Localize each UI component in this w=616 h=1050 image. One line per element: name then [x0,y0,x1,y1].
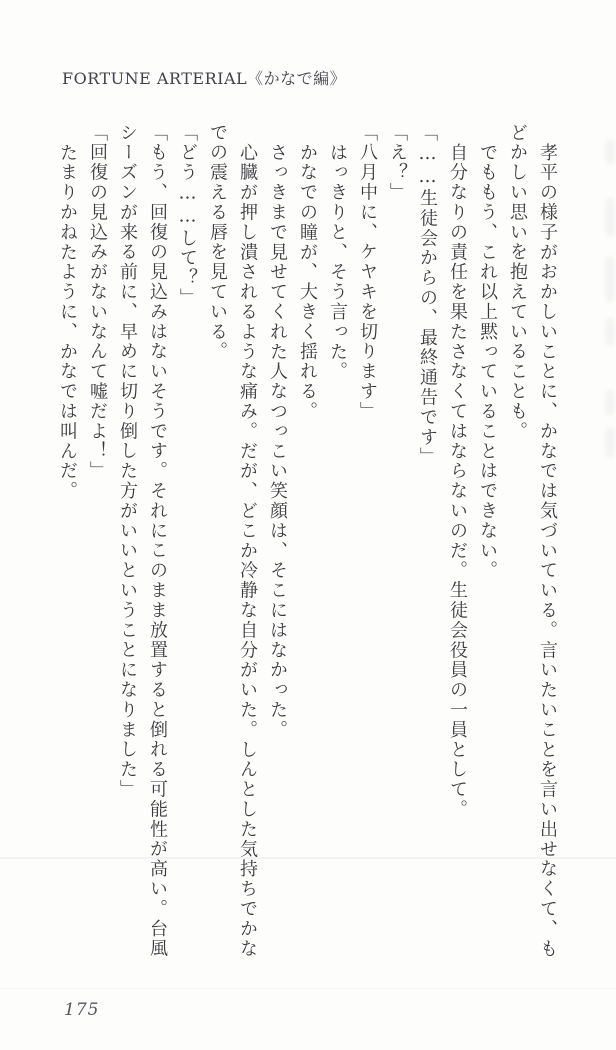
text-line: かなでの瞳が、大きく揺れる。 [297,143,318,422]
running-header: FORTUNE ARTERIAL《かなで編》 [62,69,347,88]
scan-edge-smudge [606,318,614,346]
text-line: 「どう……して？」 [177,123,198,309]
text-line: 自分なりの責任を果たさなくてはならないのだ。生徒会役員の一員として。 [447,143,468,820]
scan-artifact-line [0,988,616,989]
body-text [52,123,562,961]
scan-edge-smudge [606,140,614,164]
text-line: さっきまで見せてくれた人なつっこい笑顔は、そこにはなかった。 [267,143,288,740]
scan-edge-smudge [606,256,614,302]
scan-artifact-line [0,857,616,859]
text-line: シーズンが来る前に、早めに切り倒した方がいいということになりました」 [117,123,138,800]
text-line: 「もう、回復の見込みはないそうです。それにこのまま放置すると倒れる可能性が高い。台風 [147,123,168,959]
text-line: 「回復の見込みがないなんて嘘だよ！」 [87,123,108,482]
text-line: 「……生徒会からの、最終通告です」 [417,123,438,468]
page-number: 175 [64,1000,100,1020]
text-line: での震える唇を見ている。 [207,123,228,362]
scan-edge-smudge [606,428,614,458]
text-line: 「え？」 [387,123,408,203]
scan-edge-smudge [606,198,614,236]
text-line: 孝平の様子がおかしいことに、かなでは気づいている。言いたいことを言い出せなくて、も [537,143,558,959]
text-line: 「八月中に、ケヤキを切ります」 [357,123,378,422]
text-line: 心臓が押し潰されるような痛み。だが、どこか冷静な自分がいた。しんとした気持ちでかな [237,143,258,959]
text-line: どかしい思いを抱えていることも。 [507,123,528,442]
text-line: たまりかねたように、かなでは叫んだ。 [57,143,78,502]
text-line: でももう、これ以上黙っていることはできない。 [477,143,498,581]
scan-edge-smudge [606,390,614,416]
text-line: はっきりと、そう言った。 [327,143,348,382]
